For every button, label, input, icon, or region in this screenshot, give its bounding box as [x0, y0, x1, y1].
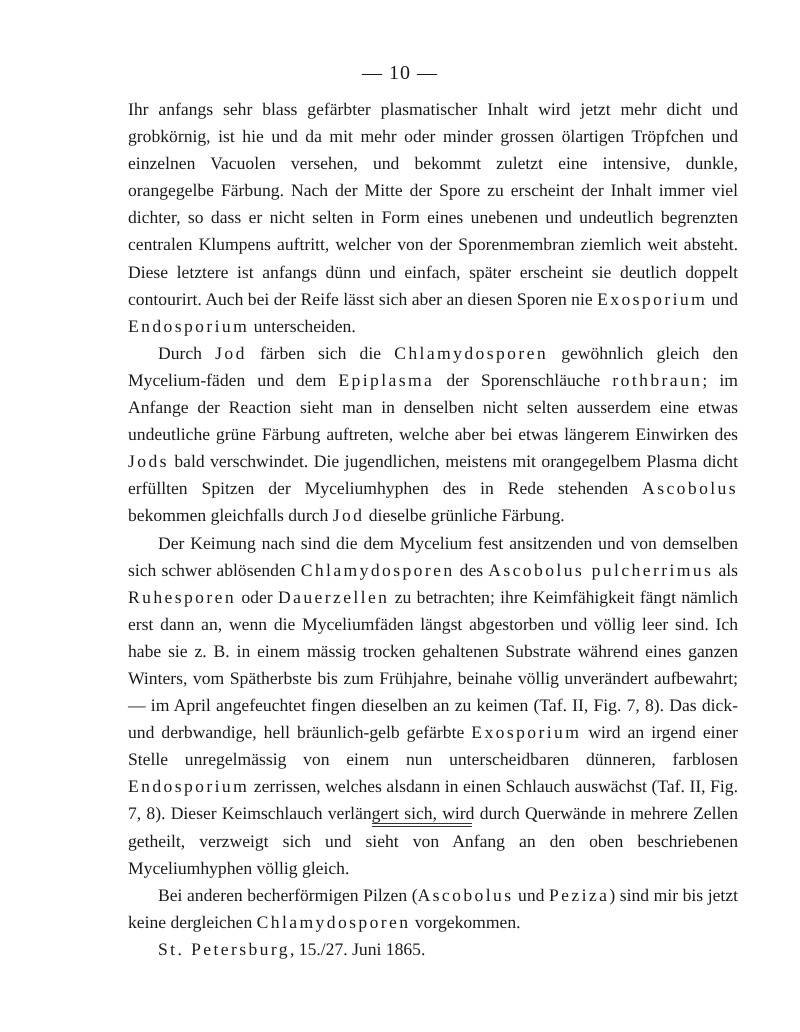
text-run: und: [707, 288, 738, 309]
text-run: bald verschwindet. Die jugendlichen, meistens mit orangegelbem Plasma dicht erfüllten Spitzen der Myceliumhyphen des in Rede stehenden: [128, 451, 738, 499]
date-text: , 15./27. Juni 1865.: [290, 938, 426, 959]
text-run: vorgekommen.: [410, 911, 521, 932]
spaced-term: Exosporium: [597, 288, 708, 309]
spaced-term: Endosporium: [128, 315, 250, 336]
spaced-term: Epiplasma: [338, 369, 435, 390]
rule-line: [372, 823, 472, 824]
text-run: bekommen gleichfalls durch: [128, 505, 333, 526]
text-run: ; im Anfange der Reaction sieht man in denselben nicht selten ausserdem eine etwas undeutliche grüne Färbung auftreten, welche aber bei etwas längerem Einwirken des: [128, 369, 738, 445]
spaced-term: Jod: [332, 505, 365, 526]
text-run: zu betrachten; ihre Keimfähigkeit fängt nämlich erst dann an, wenn die Myceliumfäden längst abgestorben und völlig leer sind. Ich habe sie z. B. in einem mässig trocken gehaltenen Substrate während eines ganzen Winters, vom Spätherbste bis zum Frühjahre, beinahe völlig unverändert aufbewahrt; — im April angefeuchtet fingen dieselben an zu keimen (Taf. II, Fig. 7, 8). Das dick- und derbwandige, hell bräunlich-gelb gefärbte: [128, 586, 738, 743]
rule-line: [372, 826, 472, 827]
spaced-term: Jods: [128, 451, 169, 472]
spaced-term: Chlamydosporen: [300, 559, 455, 580]
text-run: Bei anderen becherförmigen Pilzen (: [158, 884, 418, 905]
text-run: und: [513, 884, 549, 905]
text-run: ) sind mir bis jetzt keine dergleichen: [128, 884, 739, 932]
spaced-term: Chlamydosporen: [256, 911, 411, 932]
text-run: unterscheiden.: [249, 315, 356, 336]
spaced-term: Endosporium: [128, 776, 250, 797]
spaced-term: Ascobolus pulcherrimus: [488, 559, 714, 580]
text-run: oder: [236, 586, 278, 607]
paragraph-4: [128, 882, 738, 936]
text-run: Ihr anfangs sehr blass gefärbter plasmatischer Inhalt wird jetzt mehr dicht und grobkörnig, ist hie und da mit mehr oder minder grossen ölartigen Tröpfchen und einzelnen Vacuolen versehen, und bekommt zuletzt eine intensive, dunkle, orangegelbe Färbung. Nach der Mitte der Spore zu erscheint der Inhalt immer viel dichter, so dass er nicht selten in Form eines unebenen und undeutlich begrenzten centralen Klumpens auftritt, welcher von der Sporenmembran ziemlich weit absteht. Diese letztere ist anfangs dünn und einfach, später erscheint sie deutlich doppelt contourirt. Auch bei der Reife lässt sich aber an diesen Sporen nie: [128, 99, 738, 309]
text-run: des: [454, 559, 489, 580]
spaced-term: Dauerzellen: [278, 586, 390, 607]
text-run: Durch: [158, 342, 216, 363]
text-run: der Sporenschläuche: [434, 369, 613, 390]
spaced-term: Ascobolus: [642, 478, 738, 499]
page-number: — 10 —: [362, 62, 438, 84]
spaced-term: Exosporium: [471, 722, 582, 743]
spaced-term: Jod: [215, 342, 247, 363]
date-line: [128, 936, 738, 963]
spaced-term: Chlamydosporen: [394, 342, 549, 363]
text-run: dieselbe grünliche Färbung.: [364, 505, 565, 526]
text-run: als: [713, 559, 738, 580]
spaced-term: Peziza: [549, 884, 610, 905]
spaced-term: Ruhesporen: [128, 586, 237, 607]
text-run: Der Keimung nach sind die dem Mycelium fest ansitzenden und von demselben sich schwer ablösenden: [128, 532, 738, 580]
spaced-term: rothbraun: [612, 369, 703, 390]
text-run: zerrissen, welches alsdann in einen Schlauch auswächst (Taf. II, Fig. 7, 8). Dieser Keimschlauch verlängert sich, wird durch Querwände in mehrere Zellen getheilt, verzweigt sich und sieht von Anfang an den oben beschriebenen Myceliumhyphen völlig gleich.: [128, 776, 738, 878]
paragraph-2: [128, 340, 738, 530]
paragraph-1: [128, 96, 738, 340]
text-run: wird an irgend einer Stelle unregelmässig von einem nun unterscheidbaren dünneren, farblosen: [128, 722, 738, 770]
double-rule-divider: [372, 823, 472, 829]
place-name: St. Petersburg: [158, 938, 290, 959]
body-text: [128, 96, 738, 963]
text-run: gewöhnlich gleich den Mycelium-fäden und dem: [128, 342, 739, 390]
text-run: färben sich die: [246, 342, 395, 363]
spaced-term: Ascobolus: [417, 884, 514, 905]
